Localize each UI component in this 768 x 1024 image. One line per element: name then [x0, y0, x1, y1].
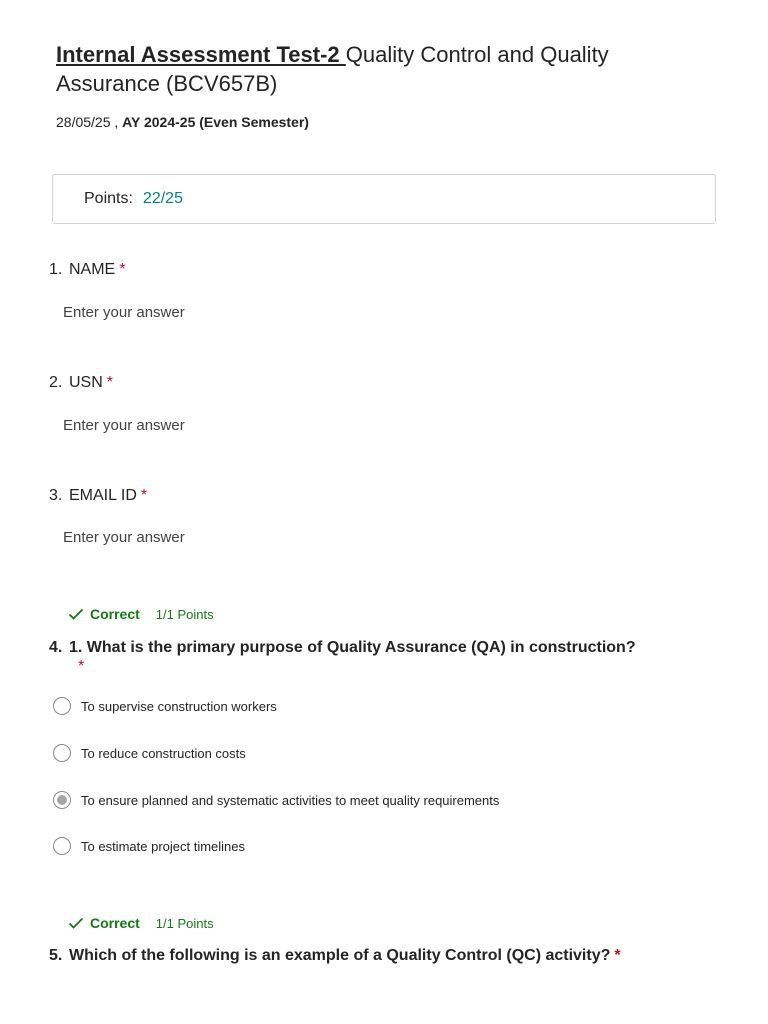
- points-label: Points:: [84, 190, 133, 207]
- question-points: 1/1 Points: [155, 606, 214, 622]
- required-marker: *: [614, 947, 621, 964]
- option-2[interactable]: [53, 744, 246, 762]
- required-marker: *: [106, 374, 114, 391]
- form-subtitle: [56, 114, 309, 130]
- option-label: To estimate project timelines: [81, 838, 246, 854]
- option-1[interactable]: [53, 697, 277, 715]
- question-3: [49, 487, 147, 505]
- question-text: Which of the following is an example of a Quality Control (QC) activity?: [69, 947, 611, 964]
- question-text: USN: [69, 374, 103, 391]
- question-number: 2.: [49, 374, 63, 391]
- radio-icon[interactable]: [53, 744, 71, 762]
- question-text: NAME: [69, 261, 116, 278]
- correct-label: Correct: [90, 915, 140, 931]
- question-text: 1. What is the primary purpose of Quality Assurance (QA) in construction?: [69, 639, 636, 656]
- question-2: [49, 374, 113, 392]
- form-title-bold: Internal Assessment Test-2: [56, 42, 346, 67]
- usn-answer-field[interactable]: Enter your answer: [63, 417, 185, 434]
- correct-label: Correct: [90, 606, 140, 622]
- required-marker: *: [78, 658, 85, 675]
- option-label: To reduce construction costs: [81, 745, 246, 761]
- question-4-status: [68, 606, 214, 622]
- question-points: 1/1 Points: [155, 915, 214, 931]
- required-marker: *: [119, 261, 126, 278]
- option-label: To ensure planned and systematic activities to meet quality requirements: [81, 792, 500, 808]
- option-label: To supervise construction workers: [81, 698, 277, 714]
- option-4[interactable]: [53, 837, 245, 855]
- name-answer-field[interactable]: Enter your answer: [63, 304, 185, 321]
- radio-dot: [57, 795, 67, 805]
- question-number: 4.: [49, 639, 63, 656]
- points-value: 22/25: [142, 190, 183, 207]
- form-title-rest: Quality Control and Quality Assurance (BCV657B): [56, 42, 609, 96]
- question-5: [49, 947, 709, 965]
- form-date: 28/05/25 ,: [56, 114, 123, 130]
- form-title: [56, 40, 696, 98]
- checkmark-icon: [68, 608, 84, 620]
- radio-icon[interactable]: [53, 837, 71, 855]
- question-number: 1.: [49, 261, 63, 278]
- checkmark-icon: [68, 917, 84, 929]
- points-summary: [52, 174, 716, 224]
- question-text: EMAIL ID: [69, 487, 137, 504]
- radio-icon[interactable]: [53, 697, 71, 715]
- option-3[interactable]: [53, 791, 499, 809]
- question-number: 3.: [49, 487, 63, 504]
- question-number: 5.: [49, 947, 63, 964]
- question-5-status: [68, 915, 214, 931]
- email-answer-field[interactable]: Enter your answer: [63, 529, 185, 546]
- form-semester: AY 2024-25 (Even Semester): [122, 114, 309, 130]
- radio-selected-icon[interactable]: [53, 791, 71, 809]
- required-marker: *: [140, 487, 148, 504]
- question-4: [49, 639, 689, 657]
- question-1: [49, 261, 125, 279]
